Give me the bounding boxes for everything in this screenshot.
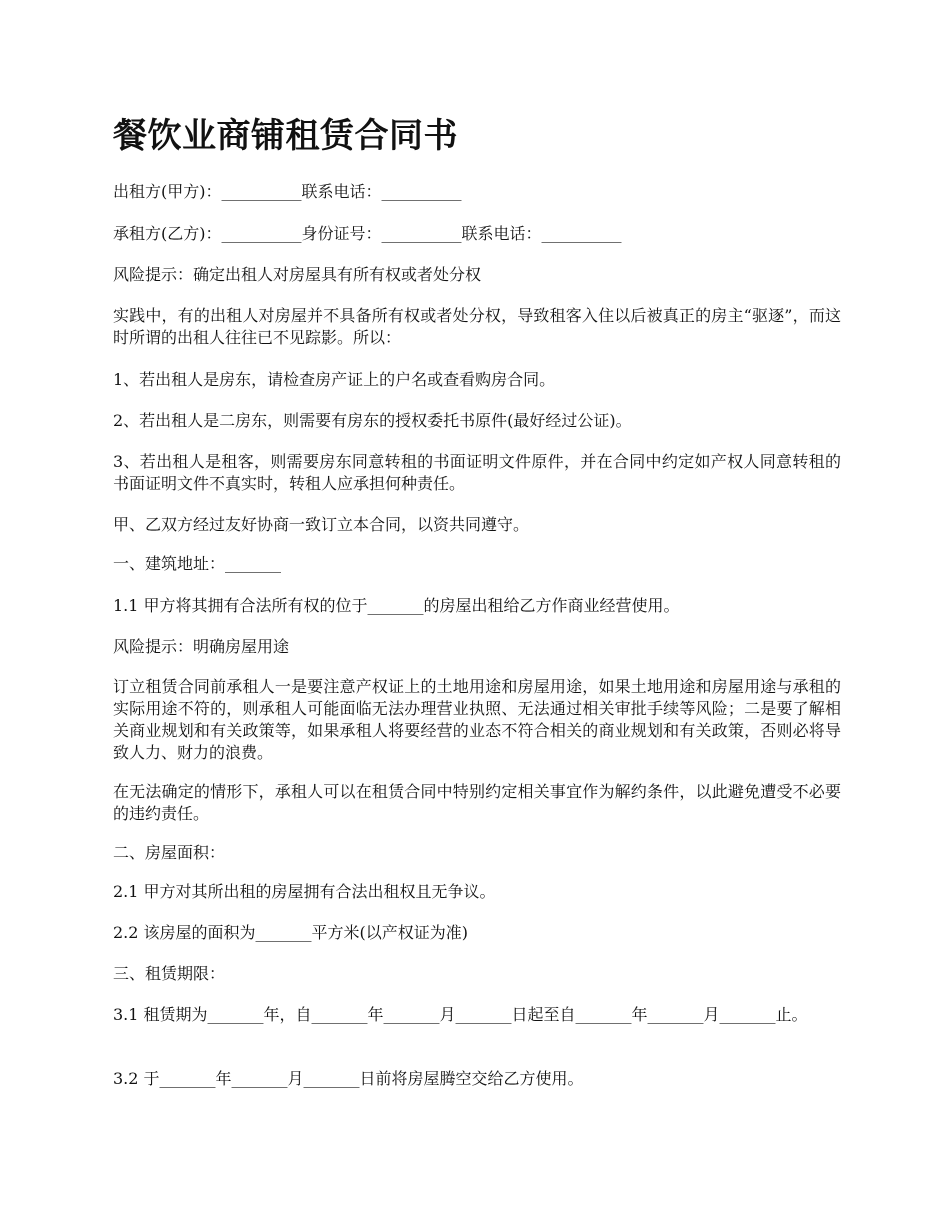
lessee-info: 承租方(乙方)：__________身份证号：__________联系电话：__________ <box>113 224 622 243</box>
check-item-2: 2、若出租人是二房东，则需要有房东的授权委托书原件(最好经过公证)。 <box>113 411 632 430</box>
termination-condition-note: 在无法确定的情形下，承租人可以在租赁合同中特别约定相关事宜作为解约条件，以此避免遭受不必要的违约责任。 <box>113 782 841 823</box>
ownership-explanation: 实践中，有的出租人对房屋并不具备所有权或者处分权，导致租客入住以后被真正的房主“驱逐”，而这时所谓的出租人往往已不见踪影。所以： <box>113 306 841 347</box>
clause-2-1: 2.1 甲方对其所出租的房屋拥有合法出租权且无争议。 <box>113 882 496 901</box>
section-1-heading: 一、建筑地址：_______ <box>113 554 282 573</box>
clause-1-1: 1.1 甲方将其拥有合法所有权的位于_______的房屋出租给乙方作商业经营使用。 <box>113 596 680 615</box>
clause-2-2: 2.2 该房屋的面积为_______平方米(以产权证为准) <box>113 923 469 942</box>
risk-notice-ownership: 风险提示：确定出租人对房屋具有所有权或者处分权 <box>113 265 482 284</box>
check-item-1: 1、若出租人是房东，请检查房产证上的户名或查看购房合同。 <box>113 370 556 389</box>
clause-3-1: 3.1 租赁期为_______年，自_______年_______月_______日起至自_______年_______月_______止。 <box>113 1005 808 1024</box>
risk-notice-usage: 风险提示：明确房屋用途 <box>113 637 290 656</box>
section-3-heading: 三、租赁期限： <box>113 964 226 983</box>
check-item-3: 3、若出租人是租客，则需要房东同意转租的书面证明文件原件，并在合同中约定如产权人同意转租的书面证明文件不真实时，转租人应承担何种责任。 <box>113 452 841 493</box>
document-title: 餐饮业商铺租赁合同书 <box>113 116 458 156</box>
section-2-heading: 二、房屋面积： <box>113 843 226 862</box>
agreement-statement: 甲、乙双方经过友好协商一致订立本合同，以资共同遵守。 <box>113 515 530 534</box>
lessor-info: 出租方(甲方)：__________联系电话：__________ <box>113 182 462 201</box>
clause-3-2: 3.2 于_______年_______月_______日前将房屋腾空交给乙方使用。 <box>113 1069 584 1088</box>
usage-explanation: 订立租赁合同前承租人一是要注意产权证上的土地用途和房屋用途，如果土地用途和房屋用途与承租的实际用途不符的，则承租人可能面临无法办理营业执照、无法通过相关审批手续等风险；二是要了解相关商业规划和有关政策等，如果承租人将要经营的业态不符合相关的商业规划和有关政策，否则必将导致人力、财力的浪费。 <box>113 677 841 762</box>
